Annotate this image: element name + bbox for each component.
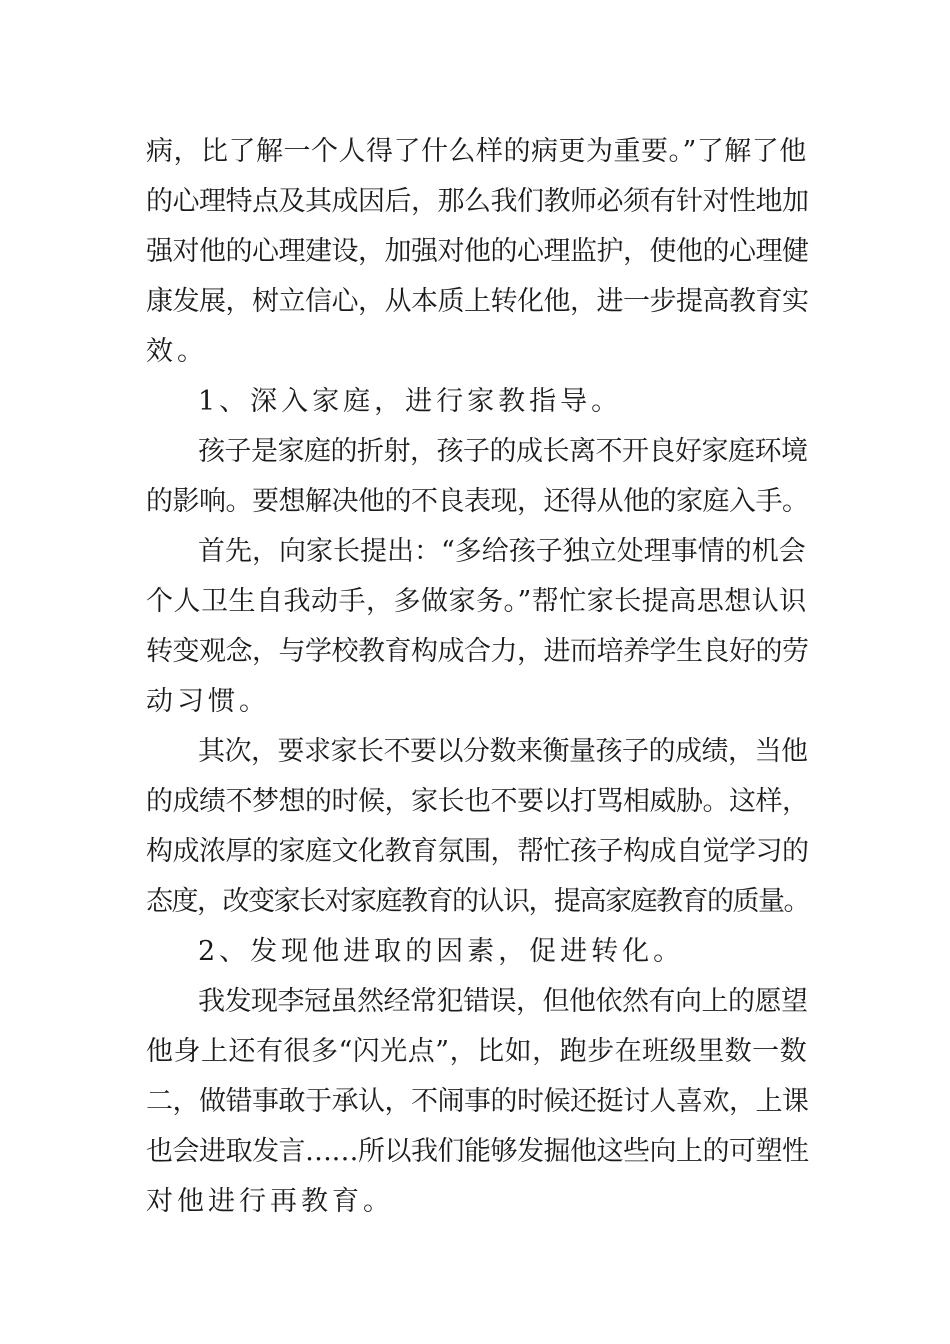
text-line: 康发展，树立信心，从本质上转化他，进一步提高教育实 (146, 286, 809, 317)
text-line: 我发现李冠虽然经常犯错误，但他依然有向上的愿望 (198, 986, 808, 1017)
text-line: 对他进行再教育。 (146, 1186, 394, 1217)
text-line: 的成绩不梦想的时候，家长也不要以打骂相威胁。这样， (146, 786, 809, 817)
text-line: 动习惯。 (146, 686, 270, 717)
text-line: 个人卫生自我动手，多做家务。”帮忙家长提高思想认识 (146, 586, 807, 617)
text-line: 强对他的心理建设，加强对他的心理监护，使他的心理健 (146, 236, 809, 267)
body-text (146, 127, 810, 1227)
text-line: 的影响。要想解决他的不良表现，还得从他的家庭入手。 (146, 486, 809, 517)
text-line: 效。 (146, 336, 208, 367)
text-line: 的心理特点及其成因后，那么我们教师必须有针对性地加 (146, 186, 809, 217)
text-line: 二，做错事敢于承认，不闹事的时候还挺讨人喜欢，上课 (146, 1086, 809, 1117)
text-line: 也会进取发言……所以我们能够发掘他这些向上的可塑性 (146, 1136, 809, 1167)
section-heading-2: 2、发现他进取的因素，促进转化。 (198, 936, 685, 967)
text-line: 首先，向家长提出：“多给孩子独立处理事情的机会 (198, 536, 806, 567)
text-line: 转变观念，与学校教育构成合力，进而培养学生良好的劳 (146, 636, 809, 667)
text-line: 其次，要求家长不要以分数来衡量孩子的成绩，当他 (198, 736, 808, 767)
text-line: 他身上还有很多“闪光点”，比如，跑步在班级里数一数 (146, 1036, 808, 1067)
section-heading-1: 1、深入家庭，进行家教指导。 (198, 386, 623, 417)
text-line: 态度，改变家长对家庭教育的认识，提高家庭教育的质量。 (146, 886, 809, 917)
text-line: 构成浓厚的家庭文化教育氛围，帮忙孩子构成自觉学习的 (146, 836, 809, 867)
text-line: 病，比了解一个人得了什么样的病更为重要。”了解了他 (146, 136, 807, 167)
text-line: 孩子是家庭的折射，孩子的成长离不开良好家庭环境 (198, 436, 808, 467)
